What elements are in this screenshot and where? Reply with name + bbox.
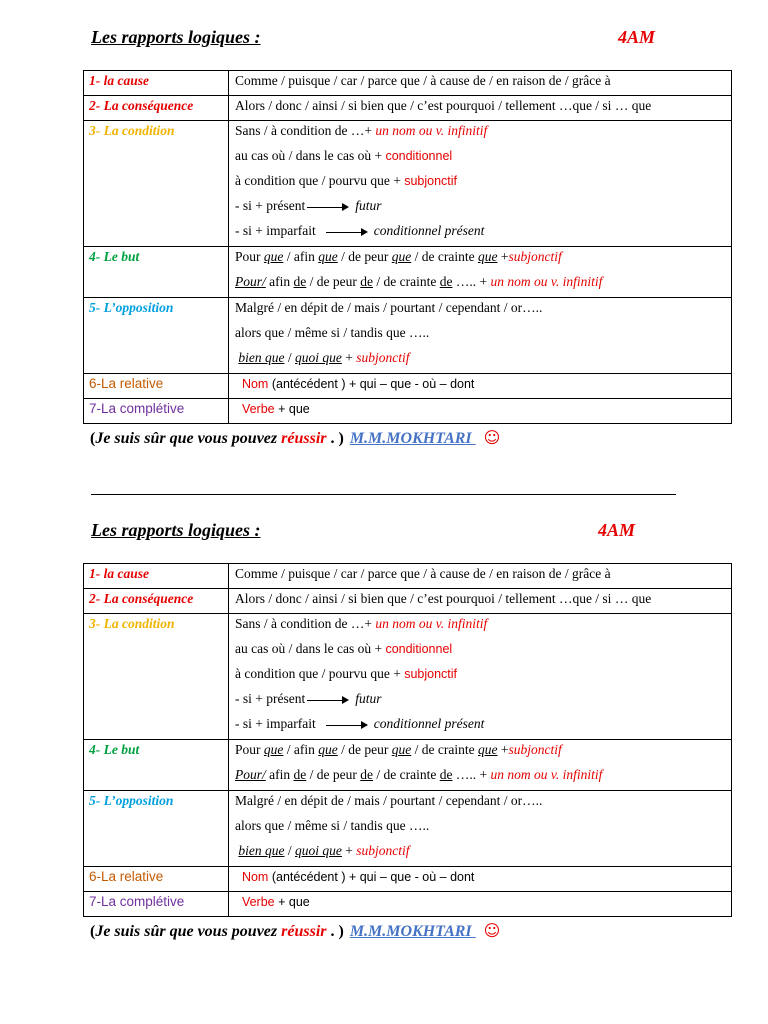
smiley-icon: ☺ — [483, 428, 501, 447]
grade-label: 4AM — [618, 27, 656, 47]
row-label-cause: 1- la cause — [84, 564, 229, 589]
row-content-completive: Verbe + que — [229, 399, 732, 424]
row-label-consequence: 2- La conséquence — [84, 589, 229, 614]
table-row — [84, 71, 732, 96]
row-label-condition: 3- La condition — [84, 614, 229, 740]
table-row — [84, 96, 732, 121]
arrow-icon — [307, 202, 349, 212]
row-label-opposition: 5- L’opposition — [84, 298, 229, 374]
table-row — [84, 867, 732, 892]
logical-relations-table — [83, 563, 732, 917]
row-label-condition: 3- La condition — [84, 121, 229, 247]
table-row — [84, 121, 732, 247]
page-title: Les rapports logiques : — [91, 520, 261, 540]
author-name: M.M.MOKHTARI — [349, 923, 476, 940]
table-row — [84, 374, 732, 399]
arrow-icon — [326, 720, 368, 730]
table-row — [84, 614, 732, 740]
row-content-relative: Nom (antécédent ) + qui – que - où – dont — [229, 867, 732, 892]
row-content-relative: Nom (antécédent ) + qui – que - où – dont — [229, 374, 732, 399]
row-content-opposition: Malgré / en dépit de / mais / pourtant / cependant / or….. alors que / même si / tandis que ….. bien que / quoi que + subjonctif — [229, 791, 732, 867]
table-row — [84, 298, 732, 374]
author-name: M.M.MOKHTARI — [349, 430, 476, 447]
row-label-cause: 1- la cause — [84, 71, 229, 96]
table-row — [84, 892, 732, 917]
row-label-relative: 6-La relative — [84, 374, 229, 399]
row-label-consequence: 2- La conséquence — [84, 96, 229, 121]
row-label-opposition: 5- L’opposition — [84, 791, 229, 867]
row-content-completive: Verbe + que — [229, 892, 732, 917]
row-content-cause: Comme / puisque / car / parce que / à cause de / en raison de / grâce à — [229, 564, 732, 589]
table-row — [84, 564, 732, 589]
arrow-icon — [326, 227, 368, 237]
row-content-consequence: Alors / donc / ainsi / si bien que / c’est pourquoi / tellement …que / si … que — [229, 589, 732, 614]
row-label-relative: 6-La relative — [84, 867, 229, 892]
table-row — [84, 247, 732, 298]
divider — [91, 494, 676, 495]
table-row — [84, 399, 732, 424]
smiley-icon: ☺ — [483, 921, 501, 940]
arrow-icon — [307, 695, 349, 705]
footer-note: (Je suis sûr que vous pouvez réussir . ) M.M.MOKHTARI ☺ — [90, 428, 501, 447]
grade-label: 4AM — [598, 520, 636, 540]
row-label-completive: 7-La complétive — [84, 399, 229, 424]
page-title: Les rapports logiques : — [91, 27, 261, 47]
row-content-consequence: Alors / donc / ainsi / si bien que / c’est pourquoi / tellement …que / si … que — [229, 96, 732, 121]
table-row — [84, 589, 732, 614]
row-content-condition: Sans / à condition de …+ un nom ou v. infinitif au cas où / dans le cas où + conditionnel à condition que / pourvu que + subjonctif - si + présent futur - si + imparfait conditionnel présent — [229, 121, 732, 247]
row-label-completive: 7-La complétive — [84, 892, 229, 917]
footer-note: (Je suis sûr que vous pouvez réussir . ) M.M.MOKHTARI ☺ — [90, 921, 501, 940]
row-content-cause: Comme / puisque / car / parce que / à cause de / en raison de / grâce à — [229, 71, 732, 96]
row-content-opposition: Malgré / en dépit de / mais / pourtant / cependant / or….. alors que / même si / tandis que ….. bien que / quoi que + subjonctif — [229, 298, 732, 374]
logical-relations-table — [83, 70, 732, 424]
row-content-but: Pour que / afin que / de peur que / de crainte que +subjonctif Pour/ afin de / de peur de / de crainte de ….. + un nom ou v. infinitif — [229, 740, 732, 791]
table-row — [84, 791, 732, 867]
table-row — [84, 740, 732, 791]
row-label-but: 4- Le but — [84, 247, 229, 298]
row-label-but: 4- Le but — [84, 740, 229, 791]
row-content-but: Pour que / afin que / de peur que / de crainte que +subjonctif Pour/ afin de / de peur de / de crainte de ….. + un nom ou v. infinitif — [229, 247, 732, 298]
row-content-condition: Sans / à condition de …+ un nom ou v. infinitif au cas où / dans le cas où + conditionnel à condition que / pourvu que + subjonctif - si + présent futur - si + imparfait conditionnel présent — [229, 614, 732, 740]
